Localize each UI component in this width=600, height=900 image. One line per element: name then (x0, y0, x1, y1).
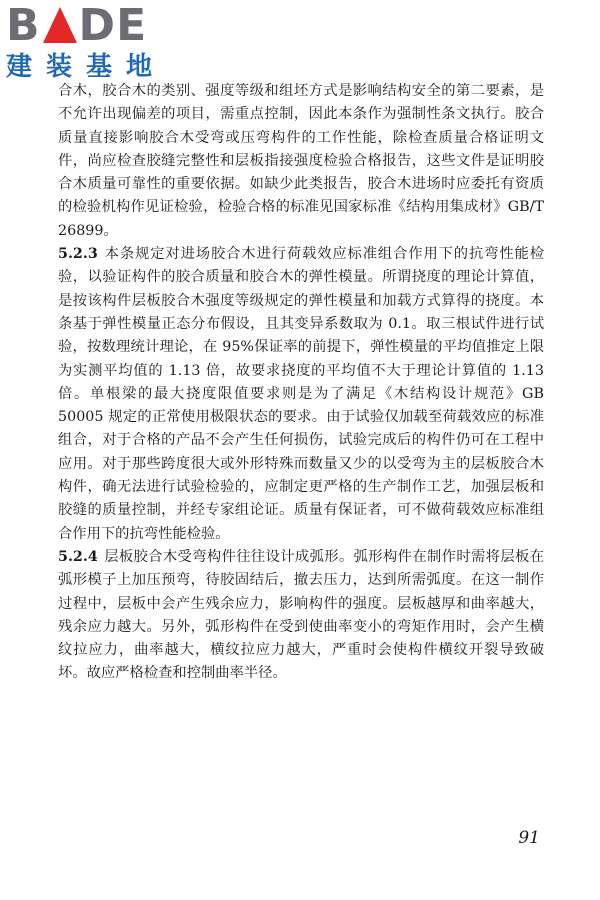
logo-letter-b: B (6, 0, 41, 51)
section-number: 5.2.3 (58, 246, 98, 263)
paragraph-text: 合木，胶合木的类别、强度等级和组坯方式是影响结构安全的第二要素，是不允许出现偏差的项目，需重点控制，因此本条作为强制性条文执行。胶合质量直接影响胶合木受弯或压弯构件的工作性能，除检查质量合格证明文件，尚应检查胶缝完整性和层板指接强度检验合格报告，这些文件是证明胶合木质量可靠性的重要依据。如缺少此类报告，胶合木进场时应委托有资质的检验机构作见证检验，检验合格的标准见国家标准《结构用集成材》GB/T 26899。 (58, 83, 544, 239)
body-text (58, 80, 544, 686)
paragraph-5-2-4 (58, 546, 544, 686)
logo-subtitle: 建装基地 (6, 52, 167, 82)
logo-wordmark (6, 0, 181, 51)
page-number: 91 (518, 828, 540, 848)
paragraph-5-2-3 (58, 243, 544, 546)
logo-letters-de: DE (78, 0, 148, 51)
paragraph-continuation (58, 80, 544, 243)
section-number: 5.2.4 (58, 548, 98, 565)
bade-logo (6, 0, 181, 90)
paragraph-text: 本条规定对进场胶合木进行荷载效应标准组合作用下的抗弯性能检验，以验证构件的胶合质量和胶合木的弹性模量。所谓挠度的理论计算值，是按该构件层板胶合木强度等级规定的弹性模量和加载方式算得的挠度。本条基于弹性模量正态分布假设，且其变异系数取为 0.1。取三根试件进行试验，按数理统计理论，在 95%保证率的前提下，弹性模量的平均值推定上限为实测平均值的 1.13 倍，故要求挠度的平均值不大于理论计算值的 1.13 倍。单根梁的最大挠度限值要求则是为了满足《木结构设计规范》GB 50005 规定的正常使用极限状态的要求。由于试验仅加载至荷载效应的标准组合，对于合格的产品不会产生任何损伤，试验完成后的构件仍可在工程中应用。对于那些跨度很大或外形特殊而数量又少的以受弯为主的层板胶合木构件，确无法进行试验检验的，应制定更严格的生产制作工艺，加强层板和胶缝的质量控制，并经专家组论证。质量有保证者，可不做荷载效应标准组合作用下的抗弯性能检验。 (58, 246, 544, 542)
logo-triangle-a (43, 7, 77, 43)
paragraph-text: 层板胶合木受弯构件往往设计成弧形。弧形构件在制作时需将层板在弧形模子上加压预弯，待胶固结后，撤去压力，达到所需弧度。在这一制作过程中，层板中会产生残余应力，影响构件的强度。层板越厚和曲率越大，残余应力越大。另外，弧形构件在受到使曲率变小的弯矩作用时，会产生横纹拉应力，曲率越大，横纹拉应力越大，严重时会使构件横纹开裂导致破坏。故应严格检查和控制曲率半径。 (58, 548, 544, 682)
